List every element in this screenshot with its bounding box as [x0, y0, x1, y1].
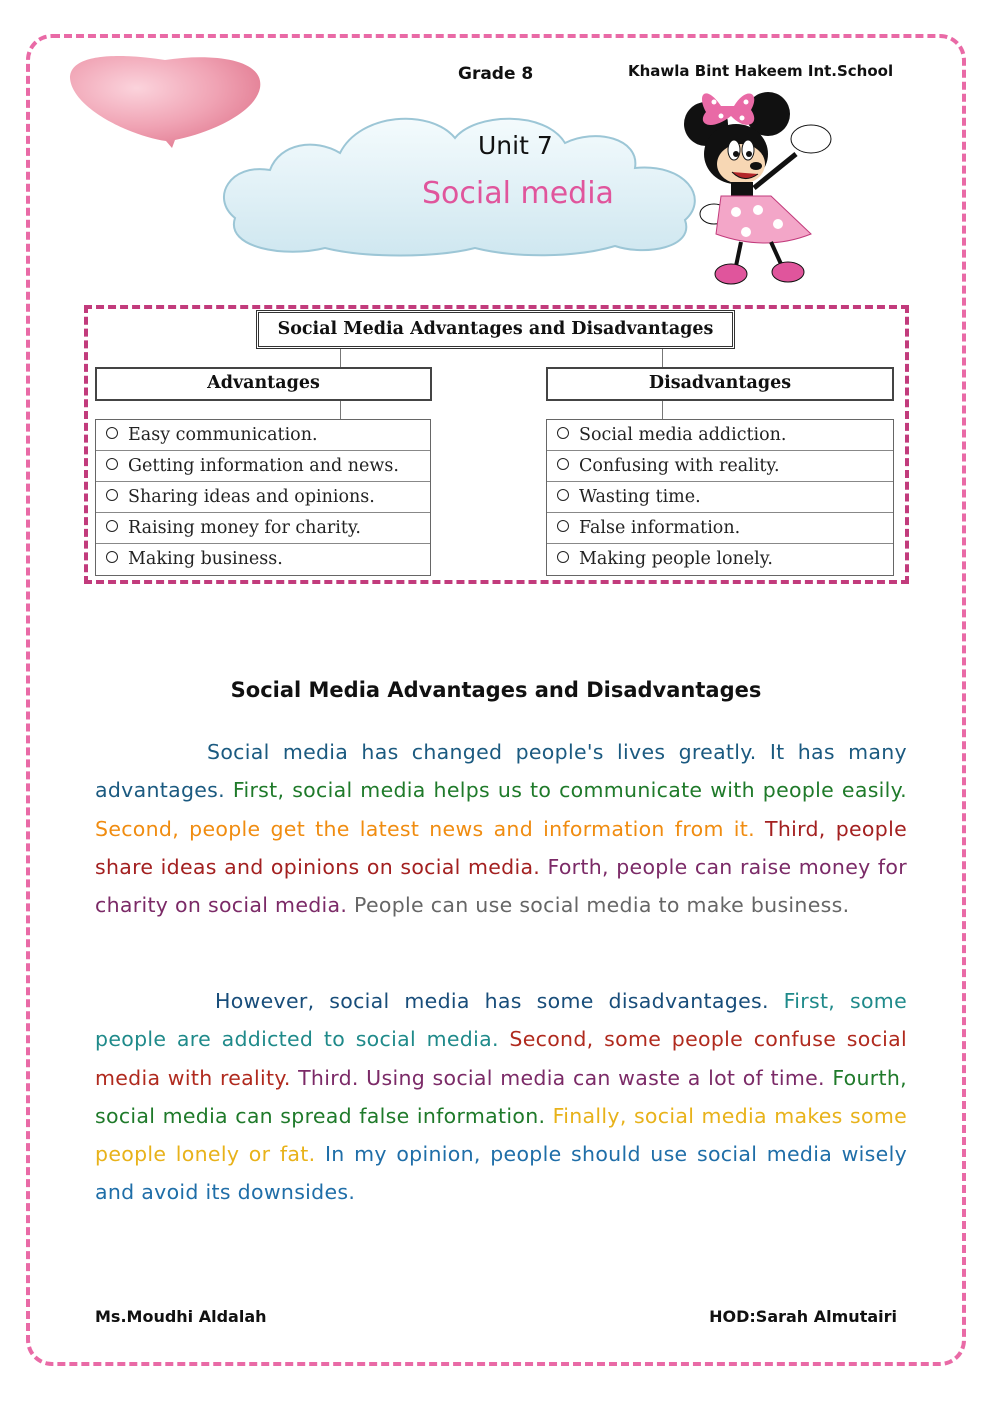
sentence: Third, people share ideas and opinions on social media.	[95, 816, 907, 879]
grade-label: Grade 8	[458, 64, 534, 84]
connector-line	[340, 401, 341, 419]
bullet-icon	[106, 427, 118, 439]
sentence: Forth, people can raise money for charity on social media.	[95, 854, 907, 918]
list-item: Raising money for charity.	[96, 513, 430, 544]
list-item: Sharing ideas and opinions.	[96, 482, 430, 513]
list-item: Making people lonely.	[547, 544, 893, 575]
bullet-icon	[106, 458, 118, 470]
bullet-icon	[106, 520, 118, 532]
sentence: Second, some people confuse social media with reality.	[95, 1027, 907, 1090]
hod-name: HOD:Sarah Almutairi	[709, 1307, 897, 1326]
connector-line	[662, 349, 663, 367]
unit-label: Unit 7	[478, 131, 553, 160]
sentence: Second, people get the latest news and information from it.	[95, 816, 755, 841]
bullet-icon	[557, 551, 569, 563]
sentence: Third. Using social media can waste a lot of time.	[298, 1065, 825, 1090]
chart-title: Social Media Advantages and Disadvantages	[256, 310, 735, 349]
bullet-icon	[106, 489, 118, 501]
school-name: Khawla Bint Hakeem Int.School	[628, 62, 894, 80]
disadvantages-list	[546, 419, 894, 576]
list-item: Making business.	[96, 544, 430, 575]
bullet-icon	[557, 489, 569, 501]
list-item: False information.	[547, 513, 893, 544]
sentence: First, social media helps us to communicate with people easily.	[232, 778, 907, 803]
essay-paragraph-1	[95, 733, 907, 924]
connector-line	[340, 349, 341, 367]
advantages-heading: Advantages	[95, 367, 432, 401]
essay-paragraph-2	[95, 982, 907, 1212]
list-item: Easy communication.	[96, 420, 430, 451]
list-item: Confusing with reality.	[547, 451, 893, 482]
bullet-icon	[557, 458, 569, 470]
list-item: Getting information and news.	[96, 451, 430, 482]
sentence: Fourth, social media can spread false information.	[95, 1065, 907, 1128]
connector-line	[662, 401, 663, 419]
sentence: In my opinion, people should use social media wisely and avoid its downsides.	[95, 1142, 907, 1205]
topic-title: Social media	[422, 176, 614, 211]
bullet-icon	[106, 551, 118, 563]
disadvantages-heading: Disadvantages	[546, 367, 894, 401]
list-item: Wasting time.	[547, 482, 893, 513]
sentence: Finally, social media makes some people lonely or fat.	[95, 1103, 907, 1167]
list-item: Social media addiction.	[547, 420, 893, 451]
essay-title: Social Media Advantages and Disadvantages	[230, 678, 762, 702]
bullet-icon	[557, 427, 569, 439]
sentence: However, social media has some disadvantages.	[215, 989, 769, 1013]
sentence: Social media has changed people's lives greatly. It has many advantages.	[95, 740, 907, 803]
advantages-list	[95, 419, 431, 576]
bullet-icon	[557, 520, 569, 532]
mouse-mascot-illustration	[676, 84, 851, 294]
teacher-name: Ms.Moudhi Aldalah	[95, 1307, 267, 1326]
sentence: People can use social media to make business.	[354, 893, 850, 918]
sentence: First, some people are addicted to social media.	[95, 989, 907, 1052]
